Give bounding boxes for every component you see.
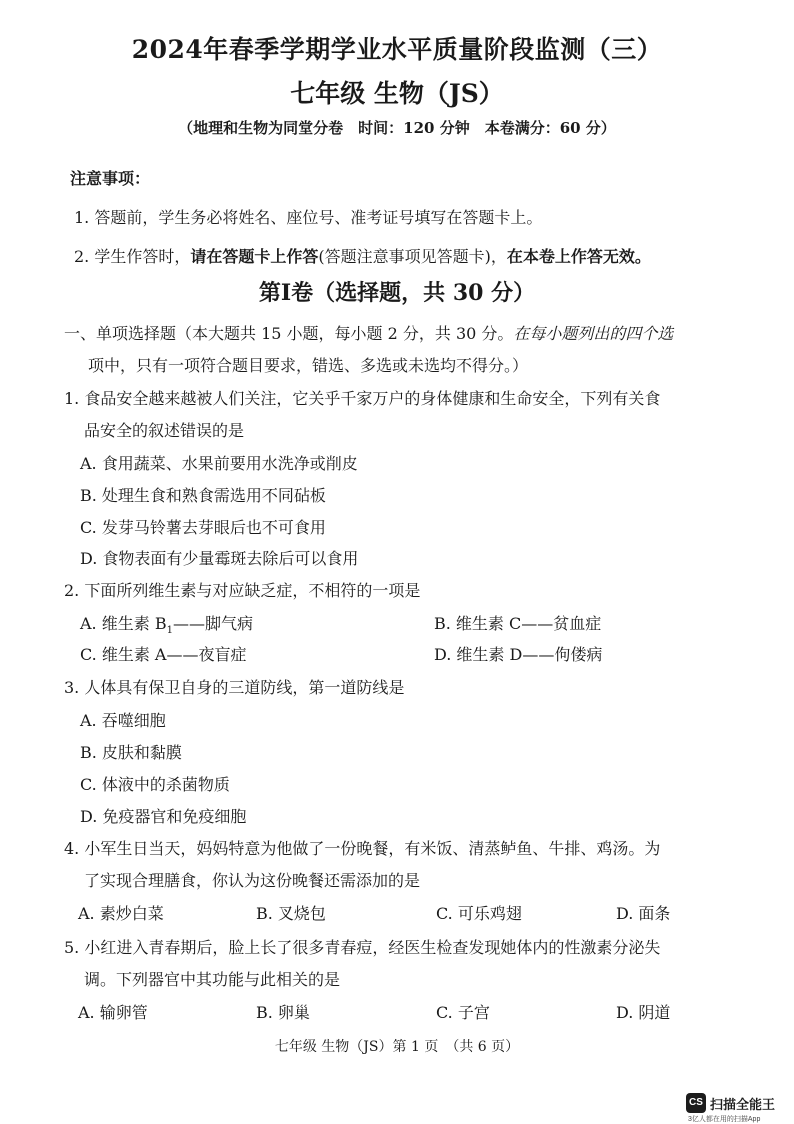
note-item-1: 1. 答题前，学生务必将姓名、座位号、准考证号填写在答题卡上。 xyxy=(74,208,543,227)
question-2-line1: 2. 下面所列维生素与对应缺乏症，不相符的一项是 xyxy=(64,581,421,600)
note-item-2 xyxy=(74,244,651,267)
question-1-option-c[interactable]: C. 发芽马铃薯去芽眼后也不可食用 xyxy=(80,518,326,537)
question-5-line1: 5. 小红进入青春期后，脸上长了很多青春痘，经医生检查发现她体内的性激素分泌失 xyxy=(64,938,661,957)
camscanner-logo-icon: CS xyxy=(686,1093,706,1113)
question-3-option-b[interactable]: B. 皮肤和黏膜 xyxy=(80,743,182,762)
question-5-option-a[interactable]: A. 输卵管 xyxy=(78,1003,148,1022)
question-4-line1: 4. 小军生日当天，妈妈特意为他做了一份晚餐，有米饭、清蒸鲈鱼、牛排、鸡汤。为 xyxy=(64,839,661,858)
scanner-tagline: 3亿人都在用的扫描App xyxy=(688,1116,761,1123)
note-item-2-part-a: 2. 学生作答时， xyxy=(74,247,191,266)
question-5-line2: 调。下列器官中其功能与此相关的是 xyxy=(84,970,341,989)
exam-info: （地理和生物为同堂分卷 时间：120 分钟 本卷满分：60 分） xyxy=(178,119,616,137)
scanner-watermark xyxy=(686,1093,790,1121)
question-5-option-b[interactable]: B. 卵巢 xyxy=(256,1003,310,1022)
note-item-2-part-c: (答题注意事项见答题卡)， xyxy=(318,247,507,266)
question-1-option-b[interactable]: B. 处理生食和熟食需选用不同砧板 xyxy=(80,486,326,505)
question-1-option-d[interactable]: D. 食物表面有少量霉斑去除后可以食用 xyxy=(80,549,359,568)
instructions-part-b: 在每小题列出的四个选 xyxy=(513,324,674,343)
question-3-option-c[interactable]: C. 体液中的杀菌物质 xyxy=(80,775,230,794)
question-2-option-a[interactable] xyxy=(80,611,253,636)
section-title: 第Ⅰ卷（选择题，共 30 分） xyxy=(258,280,536,306)
question-2-option-a-disease: ——脚气病 xyxy=(172,614,253,633)
question-5-option-d[interactable]: D. 阴道 xyxy=(616,1003,671,1022)
question-2-option-b[interactable]: B. 维生素 C——贫血症 xyxy=(434,614,602,633)
exam-title: 2024年春季学期学业水平质量阶段监测（三） xyxy=(131,35,663,64)
question-3-option-d[interactable]: D. 免疫器官和免疫细胞 xyxy=(80,807,247,826)
question-2-option-d[interactable]: D. 维生素 D——佝偻病 xyxy=(434,645,603,664)
question-5-option-c[interactable]: C. 子宫 xyxy=(436,1003,490,1022)
question-2-option-a-subscript: 1 xyxy=(166,625,173,637)
question-1-line1: 1. 食品安全越来越被人们关注，它关乎千家万户的身体健康和生命安全，下列有关食 xyxy=(64,389,661,408)
question-4-option-a[interactable]: A. 素炒白菜 xyxy=(78,904,164,923)
question-4-option-d[interactable]: D. 面条 xyxy=(616,904,671,923)
section-instructions-line2: 项中，只有一项符合题目要求，错选、多选或未选均不得分。） xyxy=(88,356,529,375)
exam-subject: 七年级 生物（JS） xyxy=(290,79,504,108)
page-footer: 七年级 生物（JS）第 1 页 （共 6 页） xyxy=(274,1039,520,1055)
note-item-2-emphasis-2: 在本卷上作答无效。 xyxy=(506,247,651,266)
section-instructions-line1 xyxy=(64,321,673,344)
notes-heading: 注意事项： xyxy=(70,169,151,188)
question-4-option-c[interactable]: C. 可乐鸡翅 xyxy=(436,904,522,923)
question-3-line1: 3. 人体具有保卫自身的三道防线，第一道防线是 xyxy=(64,678,405,697)
question-2-option-c[interactable]: C. 维生素 A——夜盲症 xyxy=(80,645,247,664)
question-4-option-b[interactable]: B. 叉烧包 xyxy=(256,904,326,923)
question-4-line2: 了实现合理膳食，你认为这份晚餐还需添加的是 xyxy=(84,871,421,890)
note-item-2-emphasis-1: 请在答题卡上作答 xyxy=(190,247,319,266)
question-1-line2: 品安全的叙述错误的是 xyxy=(84,421,245,440)
instructions-part-a: 一、单项选择题（本大题共 15 小题，每小题 2 分，共 30 分。 xyxy=(64,324,514,343)
scanner-app-name: 扫描全能王 xyxy=(710,1097,776,1112)
question-3-option-a[interactable]: A. 吞噬细胞 xyxy=(80,711,166,730)
question-1-option-a[interactable]: A. 食用蔬菜、水果前要用水洗净或削皮 xyxy=(80,454,358,473)
question-2-option-a-text: A. 维生素 B xyxy=(80,614,167,633)
